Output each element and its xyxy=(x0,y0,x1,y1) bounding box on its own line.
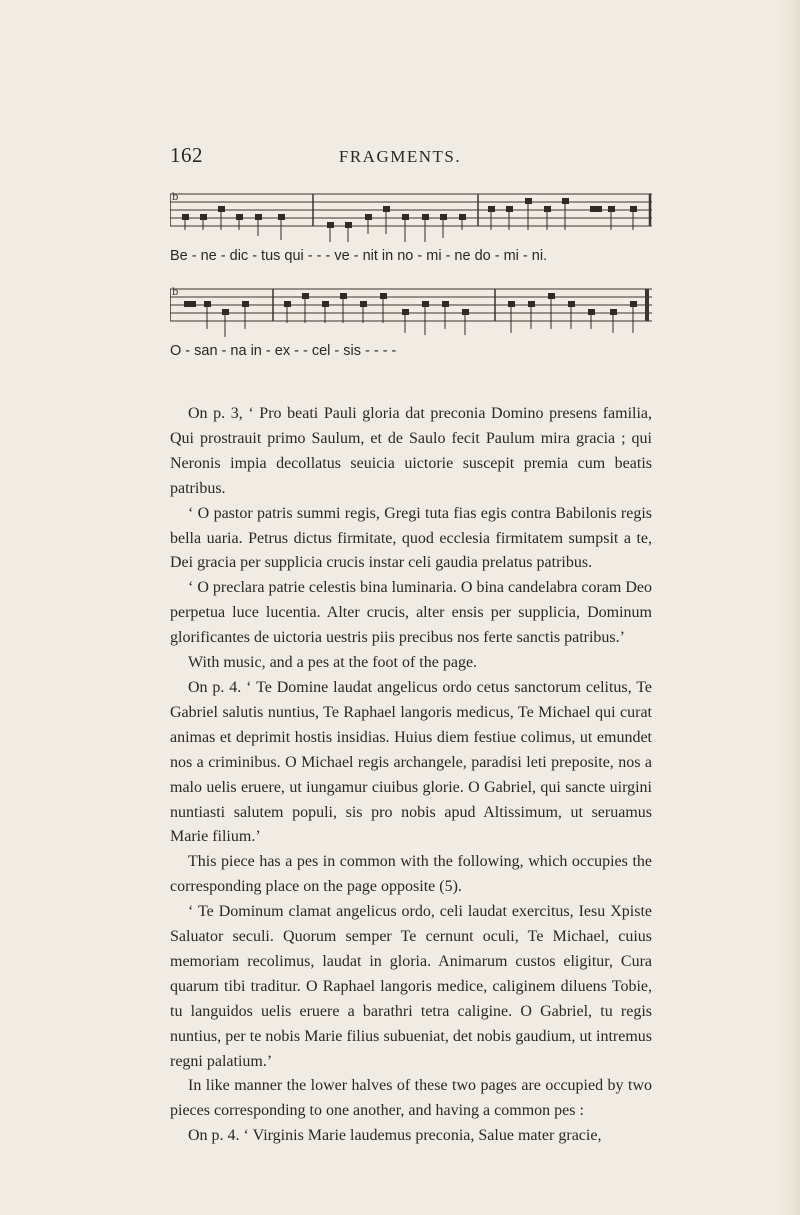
music-staff-line-2 xyxy=(170,283,652,359)
paragraph: This piece has a pes in common with the following, which occupies the corresponding place on the page opposite (5). xyxy=(170,853,652,896)
page-number: 162 xyxy=(170,143,203,167)
paragraph: ‘ O preclara patrie celestis bina luminaria. O bina candelabra coram Deo perpetua luce lucentia. Alter crucis, alter ensis per supplicia, Dominum glorificantes de uictoria uestris piis precibus nos ferte sanctis patribus.’ xyxy=(170,579,652,647)
svg-text:b: b xyxy=(172,192,179,203)
paragraph: ‘ O pastor patris summi regis, Gregi tuta fias egis contra Babilonis regis bella uaria. Petrus dictus firmitate, quod ecclesia firmitatem sumpsit a te, Dei gracia per supplicia crucis instar celi gaudia prelatus patribus. xyxy=(170,504,652,572)
paragraph: On p. 4. ‘ Te Domine laudat angelicus ordo cetus sanctorum celitus, Te Gabriel salutis nuntius, Te Raphael langoris medicus, Te Michael qui curat animas et deprimit hostis insidias. Huius diem festiue colimus, ut emundet nos a criminibus. O Michael regis archangele, paradisi leti preposite, nos a malo uelis eruere, ut iungamur ciuibus glorie. O Gabriel, qui sancte uirgini nuntiasti salutem populi, sis pro nobis apud Altissimum, ut seruamus Marie filium.’ xyxy=(170,678,652,846)
lyrics-line-1: Be - ne - dic - tus qui - - - ve - nit in no - mi - ne do - mi - ni. xyxy=(170,248,548,264)
svg-text:b: b xyxy=(172,287,179,298)
music-staff-line-1 xyxy=(170,188,652,264)
music-notation-2 xyxy=(170,283,652,341)
page-header xyxy=(0,143,800,173)
music-notation-1 xyxy=(170,188,652,246)
running-head: FRAGMENTS. xyxy=(338,147,462,166)
paragraph: With music, and a pes at the foot of the page. xyxy=(188,654,478,672)
paragraph: ‘ Te Dominum clamat angelicus ordo, celi laudat exercitus, Iesu Xpiste Saluator seculi. Quorum semper Te cernunt oculi, Te Michael, cuius memoriam recolimus, laudat in gloria. Animarum custos eligitur, Cura quarum tibi traditur. O Raphael langoris medice, caliginem diluens Tobie, tu languidos uelis eruere a barathri tetra caligine. O Gabriel, tu regis nuntius, per te nobis Marie filius subueniat, det nobis gaudium, ut intremus regni palatium.’ xyxy=(170,903,652,1070)
page-edge-shadow xyxy=(778,0,800,1215)
lyrics-line-2: O - san - na in - ex - - cel - sis - - - - xyxy=(170,343,397,359)
paragraph: In like manner the lower halves of these two pages are occupied by two pieces corresponding to one another, and having a common pes : xyxy=(170,1077,652,1120)
paragraph: On p. 3, ‘ Pro beati Pauli gloria dat preconia Domino presens familia, Qui prostrauit primo Saulum, et de Saulo fecit Paulum mira gracia ; qui Neronis impia decollatus seuicia uictorie suscepit premia cum beatis patribus. xyxy=(170,405,652,497)
body-text xyxy=(170,402,652,1149)
paragraph: On p. 4. ‘ Virginis Marie laudemus preconia, Salue mater gracie, xyxy=(188,1127,602,1145)
